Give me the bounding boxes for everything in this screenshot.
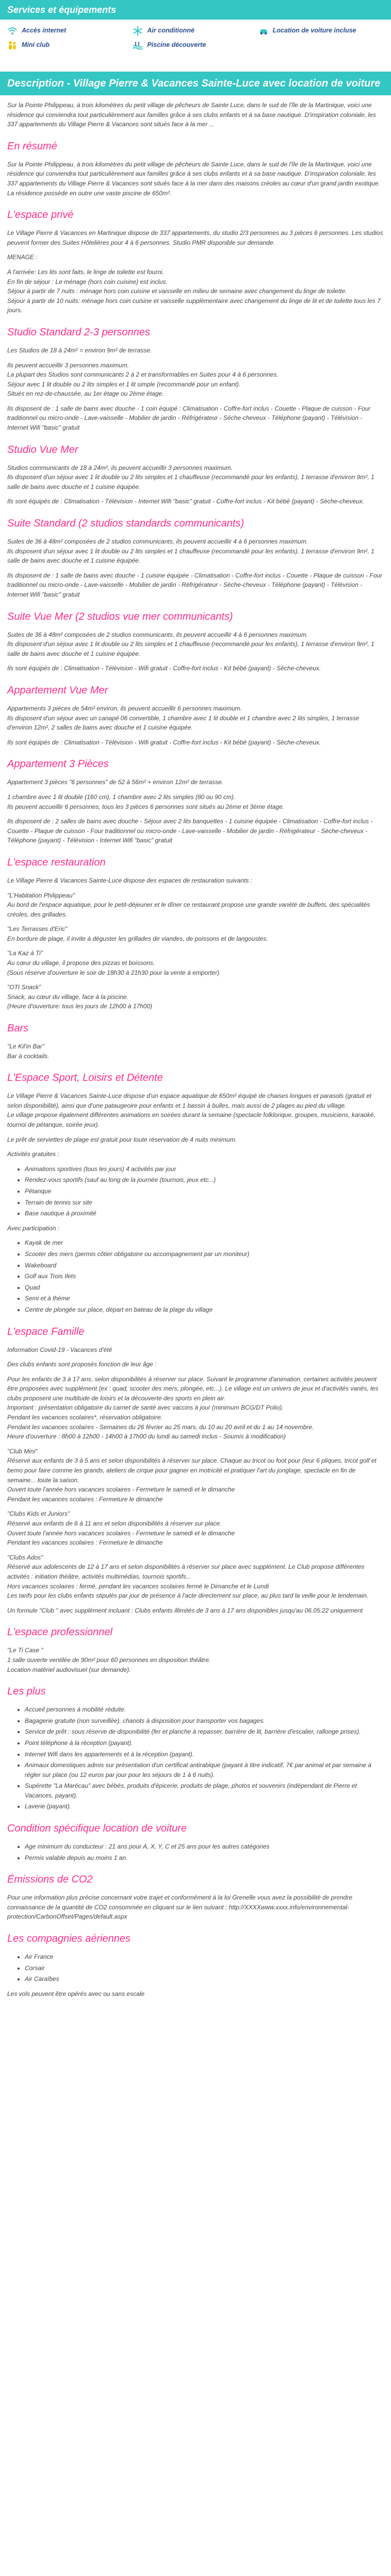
list-item: • Pétanque [25, 1187, 384, 1196]
section-paragraph: MENAGE : [7, 253, 38, 261]
list-item: • Base nautique à proximité [25, 1209, 384, 1218]
section-paragraph: Suites de 36 à 48m² composées de 2 studios communicants, ils peuvent accueillir 4 à 6 personnes maximum. Ils disposent d'un séjour avec 1 lit double ou 2 lits simples et 1 chauffeuse (recommandé pour les enfants), 1 terrasse d'environ 9m², 1 salle de bains avec douche et 1 cuisine équipée. [7, 538, 374, 565]
section-heading: Suite Vue Mer (2 studios vue mer communicants) [7, 611, 233, 622]
list-item: • Golf aux Trois Ilets [25, 1272, 384, 1281]
section-paragraph: "Clubs Ados" Réservé aux adolescents de 12 à 17 ans et selon disponibilités à réserver sur place avec supplément. Le Club propose différentes activités : initiation théâtre, activités multimédias, tournois sportifs... Hors vacances scolaires : fermé, pendant les vacances scolaires fermé le Dimanche et le Lundi Les tarifs pour les clubs enfants stipulés par jour de présence à l'acte directement sur place, au plus tard la veille pour le lendemain. [7, 1553, 369, 1600]
section-paragraph: Ils sont équipés de : Climatisation - Télévision - Wifi gratuit - Coffre-fort inclus - Kit bébé (payant) - Sèche-cheveux. [7, 738, 321, 746]
section-paragraph: Ils peuvent accueillir 3 personnes maximum. La plupart des Studios sont communicants 2 à 2 et transformables en Suites pour 4 à 6 personnes. Séjour avec 1 lit double ou 2 lits simples et 1 lit simple (recommandé pour un enfant). Situés en rez-de-chaussée, au 1er étage ou 2ème étage. [7, 361, 279, 398]
section-paragraph: "La Kaz à Ti" Au cœur du village, il propose des pizzas et boissons. (Sous réserve d'ouverture le soir de 18h30 à 21h30 pour la vente à emporter) [7, 950, 220, 976]
list-item: • Semi et à thème [25, 1294, 384, 1303]
section-heading: Studio Standard 2-3 personnes [7, 326, 150, 338]
service-label: Air conditionné [147, 27, 194, 35]
list-item: • Wakeboard [25, 1261, 384, 1270]
section-paragraph: Pour les enfants de 3 à 17 ans, selon disponibilités à réserver sur place. Suivant le programme d'animation, certaines activités peuvent être proposées avec supplément (ex : quad, scooter des mers, plongée, etc...). Le village est un univers de jeux et d'activités variés, les clubs proposent une multitude de loisirs et la découverte des sports en plein air. Important : présentation obligatoire du carnet de santé avec vaccins à jour (minimum BCG/DT Polio). Pendant les vacances scolaires*, réservation obligatoire. Pendant les vacances scolaires - Semaines du 26 février au 25 mars, du 10 au 20 avril et du 1 au 14 novembre. Heure d'ouverture : 8h00 à 12h00 - 14h00 à 17h00 du lundi au samedi inclus - Soumis à modification) [7, 1375, 379, 1440]
list-item: • Scooter des mers (permis côtier obligatoire ou accompagnement par un moniteur) [25, 1249, 384, 1259]
section-heading: Suite Standard (2 studios standards communicants) [7, 518, 245, 530]
list-item: • Animaux domestiques admis sur présentation d'un certificat antirabique (payant à titre indicatif, 7€ par animal et par semaine à régler sur place (ou 12 euros par jour pour les séjours de 1 à 6 nuits). [25, 1760, 384, 1780]
section-heading: Les compagnies aériennes [7, 1933, 131, 1945]
section-paragraph: Appartement 3 pièces "6 personnes" de 52 à 56m² + environ 12m² de terrasse. [7, 778, 224, 786]
section-paragraph: Le Village Pierre & Vacances en Martinique dispose de 337 appartements, du studio 2/3 personnes au 3 pièces 6 personnes. Les studios peuvent former des Suites Hôtelières pour 4 à 6 personnes. Studio PMR disponible sur demande. [7, 229, 383, 246]
section-paragraph: Studios communicants de 18 à 24m², ils peuvent accueillir 3 personnes maximum. Ils disposent d'un séjour avec 1 lit double ou 2 lits simples et 1 chauffeuse (recommandé pour les enfants), 1 terrasse d'environ 9m², 1 salle de bains avec douche et 1 cuisine équipée. [7, 464, 374, 490]
section-paragraph: "L'Habitation Philippeau" Au bord de l'espace aquatique, pour le petit-déjeuner et le dîner ce restaurant propose une grande variété de buffets, des spécialités créoles, des grillades. [7, 891, 370, 918]
section-list [7, 1842, 384, 1862]
services-grid [0, 20, 391, 54]
list-item: • Internet Wifi dans les appartements et à la réception (payant). [25, 1750, 384, 1759]
car-icon [258, 26, 269, 36]
wifi-icon [7, 26, 18, 36]
section-paragraph: Ils disposent de : 2 salles de bains avec douche - Séjour avec 2 lits banquettes - 1 cuisine équipée - Climatisation - Coffre-fort inclus - Couette - Plaque de cuisson - Four traditionnel ou micro-onde - Lave-vaisselle - Mobilier de jardin - Réfrigérateur - Sèche-cheveux - Téléphone (payant) - Télévision - Internet Wifi "basic" gratuit [7, 818, 373, 844]
list-item: • Accueil personnes à mobilité réduite. [25, 1705, 384, 1715]
children-icon [7, 40, 18, 50]
section-heading: Condition spécifique location de voiture [7, 1823, 187, 1835]
list-item: • Air Caraïbes [25, 1974, 384, 1984]
list-item: • Service de prêt : sous réserve de disponibilité (fer et planche à repasser, barrière de lit, barrière d'escalier, rallonge prises). [25, 1727, 384, 1737]
section-heading: L'espace professionnel [7, 1626, 112, 1638]
description-intro: Sur la Pointe Philippeau, à trois kilomètres du petit village de pêcheurs de Sainte Luce, dans le sud de l'île de la Martinique, voici une résidence qui conviendra tout particulièrement aux familles grâce à ses clubs enfants et à sa base nautique. D'inspiration coloniale, les 337 appartements du Village Pierre & Vacances sont situés face à la mer ... [7, 101, 376, 128]
snowflake-icon [133, 26, 143, 36]
list-item: • Centre de plongée sur place, départ en bateau de la plage du village [25, 1305, 384, 1315]
section-paragraph: Sur la Pointe Philippeau, à trois kilomètres du petit village de pêcheurs de Sainte Luce, dans le sud de l'île de la Martinique, voici une résidence qui conviendra tout particulièrement aux familles grâce à ses clubs enfants et à sa base nautique. D'inspiration coloniale, les 337 appartements du Village Pierre & Vacances sont situés face à la mer dans des maisons créoles au cœur d'un grand jardin exotique. La résidence possède en outre une vaste piscine de 650m². [7, 160, 380, 197]
services-title: Services et équipements [0, 0, 391, 20]
section-paragraph: Information Covid-19 - Vacances d'été [7, 1346, 112, 1353]
section-heading: L'Espace Sport, Loisirs et Détente [7, 1072, 163, 1084]
service-label: Location de voiture incluse [272, 27, 356, 35]
section-paragraph: 1 chambre avec 1 lit double (160 cm), 1 chambre avec 2 lits simples (80 ou 90 cm). Ils peuvent accueillir 6 personnes, tous les 3 pièces 6 personnes sont situés au 2ème et 3ème étage. [7, 793, 284, 810]
section-paragraph: Ils disposent de : 1 salle de bains avec douche - 1 coin équipé : Climatisation - Coffre-fort inclus - Couette - Plaque de cuisson - Four traditionnel ou micro-onde - Lave-vaisselle - Mobilier de jardin - Réfrigérateur - Sèche-cheveux - Téléphone (payant) - Télévision - Internet Wifi "basic" gratuit [7, 404, 371, 432]
list-item: • Kayak de mer [25, 1238, 384, 1248]
service-mini-club [7, 40, 133, 50]
section-list [7, 1952, 384, 1984]
section-paragraph: "Club Mini" Réservé aux enfants de 3 à 5 ans et selon disponibilités à réserver sur place. Chaque au tricot ou foot pour (leur 6 pliques, tricot golf et bemo pour faire comme les grands, ateliers de cirque pour gagner en motricité et pratiquer l'art du jonglage, spectacle en fin de semaine... toute la saison. Ouvert toute l'année hors vacances scolaires - Fermeture le samedi et le dimanche Pendant les vacances scolaires : Fermeture le dimanche [7, 1447, 377, 1503]
list-item: • Supérette "La Marécau" avec bébés, produits d'épicerie, produits de plage, photos et souvenirs (indépendant de Pierre et Vacances, payant). [25, 1781, 384, 1800]
section-paragraph: "Clubs Kids et Juniors" Réservé aux enfants de 6 à 11 ans et selon disponibilités à réserver sur place. Ouvert toute l'année hors vacances scolaires - Fermeture le samedi et le dimanche Pendant les vacances scolaires : Fermeture le dimanche [7, 1510, 235, 1547]
service-label: Accès internet [22, 27, 67, 35]
list-item: • Permis valable depuis au moins 1 an. [25, 1853, 384, 1863]
section-paragraph: Le Village Pierre & Vacances Sainte-Luce dispose d'un espace aquatique de 650m² équipé de chaises longues et parasols (gratuit et selon disponibilité), ainsi que d'une pataugeoire pour enfants et 1 bassin à bulles, mais aussi de 2 plages au pied du village. Le village propose également différentes animations en soirées durant la semaine (spectacle folklorique, groupes, musiciens, karaoké, tournoi de pétanque, soirée jeux). [7, 1092, 376, 1128]
section-paragraph: Ils disposent de : 1 salle de bains avec douche - 1 cuisine équipée - Climatisation - Coffre-fort inclus - Couette - Plaque de cuisson - Four traditionnel ou micro-onde - Lave-vaisselle - Mobilier de jardin - Réfrigérateur - Sèche-cheveux - Téléphone (payant) - Télévision - Internet Wifi "basic" gratuit [7, 571, 383, 598]
section-heading: Bars [7, 1023, 29, 1035]
section-paragraph: Pour une information plus précise concernant votre trajet et conformément à la loi Grenelle vous avez la possibilité de prendre connaissance de la quantité de CO2 consommée en cliquant sur le lien suivant : http://XXXXwww.xxxx.info/environnemental-protection/CarbonOffset/Pages/default.aspx [7, 1894, 353, 1921]
service-air-conditioning [133, 26, 258, 36]
description-content [0, 100, 391, 1998]
list-item: • Bagagerie gratuite (non surveillée), chariots à disposition pour transporter vos bagages. [25, 1716, 384, 1726]
section-heading: Studio Vue Mer [7, 444, 78, 455]
section-paragraph: Les Studios de 18 à 24m² = environ 9m² de terrasse. [7, 346, 152, 354]
section-heading: L'espace privé [7, 209, 74, 221]
list-item: • Corsair [25, 1963, 384, 1973]
section-paragraph: Avec participation : [7, 1224, 60, 1232]
list-item: • Air France [25, 1952, 384, 1962]
service-internet [7, 26, 133, 36]
section-list [7, 1164, 384, 1218]
section-heading: En résumé [7, 140, 57, 152]
list-item: • Rendez-vous sportifs (sauf au long de la journée (tournois, jeux etc...) [25, 1175, 384, 1185]
section-heading: Appartement Vue Mer [7, 684, 108, 696]
section-paragraph: Appartements 3 pièces de 54m² environ, ils peuvent accueillir 6 personnes maximum. Ils disposent d'un séjour avec un canapé 06 convertible, 1 chambre avec 1 lit double et 1 chambre avec 2 lits simples, 1 terrasse d'environ 12m², 2 salles de bains avec douche et 1 cuisine équipée. [7, 704, 359, 732]
service-pool [133, 40, 258, 50]
pool-icon [133, 40, 143, 50]
description-title: Description - Village Pierre & Vacances Sainte-Luce avec location de voiture [0, 72, 391, 95]
list-item: • Point téléphone à la réception (payant). [25, 1738, 384, 1748]
service-label: Piscine découverte [147, 41, 206, 49]
section-paragraph: Ils sont équipés de : Climatisation - Télévision - Internet Wifi "basic" gratuit - Coffre-fort inclus - Kit bébé (payant) - Sèche-cheveux. [7, 498, 365, 505]
section-heading: Émissions de CO2 [7, 1874, 93, 1886]
section-paragraph: Le prêt de serviettes de plage est gratuit pour toute réservation de 4 nuits minimum. [7, 1136, 237, 1143]
section-paragraph: Ils sont équipés de : Climatisation - Télévision - Wifi gratuit - Coffre-fort inclus - Kit bébé (payant) - Sèche-cheveux. [7, 665, 321, 672]
service-car-rental [258, 26, 384, 36]
service-label: Mini club [22, 41, 50, 49]
section-paragraph: "OTI Snack" Snack, au cœur du village, face à la piscine. (Heure d'ouverture: tous les jours de 12h00 à 17h00) [7, 984, 153, 1010]
sections [7, 139, 384, 1999]
section-heading: Les plus [7, 1686, 46, 1698]
section-list [7, 1705, 384, 1811]
section-paragraph: "Le Kil'in Bar" Bar à cocktails. [7, 1043, 50, 1060]
section-paragraph: Le Village Pierre & Vacances Sainte-Luce dispose des espaces de restauration suivants : [7, 876, 252, 884]
section-paragraph: "Le Ti Case " 1 salle ouverte ventilée de 90m² pour 60 personnes en disposition théâtre. Location matériel audiovisuel (sur demande). [7, 1647, 211, 1673]
section-list [7, 1238, 384, 1314]
section-paragraph: "Les Terrasses d'Eric" En bordure de plage, il invite à déguster les grillades de viandes, de poissons et de langoustes. [7, 925, 268, 942]
list-item: • Laverie (payant). [25, 1802, 384, 1811]
section-paragraph: Activités gratuites : [7, 1150, 59, 1158]
section-paragraph: A l'arrivée: Les lits sont faits, le linge de toilette est fourni. En fin de séjour : Le ménage (hors coin cuisine) est inclus. Séjour à partir de 7 nuits : ménage hors coin cuisine et vaisselle en milieu de semaine avec changement du linge de toilette. Séjour à partir de 10 nuits: ménage hors coin cuisine et vaisselle supplémentaire avec changement du linge de lit et de toilette tous les 7 jours. [7, 268, 381, 314]
section-heading: L'espace Famille [7, 1326, 85, 1337]
section-paragraph: Suites de 36 à 48m² composées de 2 studios communicants, ils peuvent accueillir 4 à 6 personnes maximum. Ils disposent d'un séjour avec 1 lit double ou 2 lits simples et 1 chauffeuse (recommandé pour les enfants), 1 terrasse d'environ 9m², 1 salle de bains avec douche et 1 cuisine équipée. [7, 631, 374, 657]
list-item: • Terrain de tennis sur site [25, 1198, 384, 1208]
section-paragraph: Les vols peuvent être opérés avec ou sans escale [7, 1990, 145, 1997]
section-heading: Appartement 3 Pièces [7, 758, 109, 770]
list-item: • Age minimum du conducteur : 21 ans pour A, X, Y, C et 25 ans pour les autres catégories [25, 1842, 384, 1852]
section-paragraph: Des clubs enfants sont proposés fonction de leur âge : [7, 1361, 157, 1368]
section-heading: L'espace restauration [7, 856, 106, 868]
section-paragraph: Un formule "Club " avec supplément incluant : Clubs enfants illimités de 3 ans à 17 ans disponibles jusqu'au 06.05.22 uniquement [7, 1606, 363, 1614]
list-item: • Animations sportives (tous les jours) 4 activités par jour [25, 1164, 384, 1174]
list-item: • Quad [25, 1283, 384, 1293]
